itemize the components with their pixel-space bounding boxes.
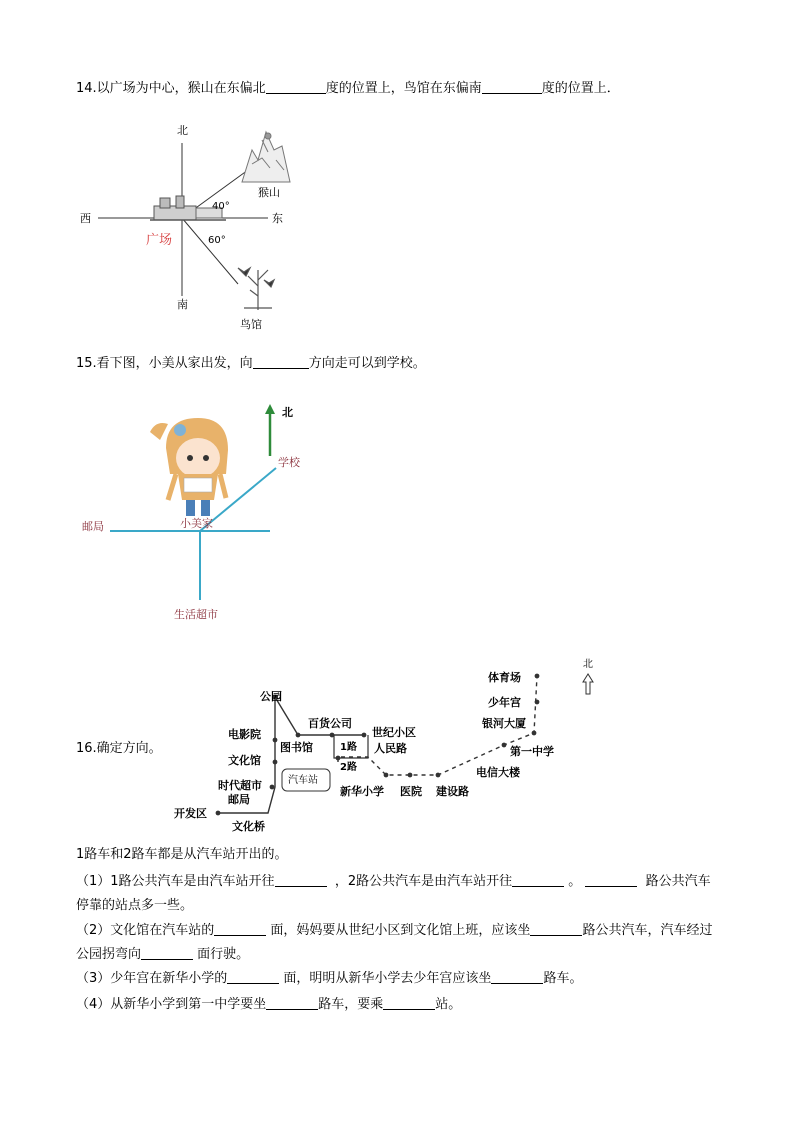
- q16-route2-label: 2路: [340, 762, 357, 773]
- q16-part3: （3）少年宫在新华小学的 面，明明从新华小学去少年宫应该坐 路车。: [76, 971, 583, 986]
- q16-post: 邮局: [228, 793, 250, 806]
- q14-south-label: 南: [177, 298, 188, 311]
- q16-title: 16.确定方向。: [76, 741, 162, 756]
- q16-culture-hall: 文化馆: [228, 754, 261, 767]
- q16-bridge: 文化桥: [232, 820, 265, 833]
- q16-stadium: 体育场: [488, 671, 521, 684]
- q16-century: 世纪小区: [372, 726, 416, 739]
- q14-monkey-label: 猴山: [258, 186, 280, 199]
- q16-xinhua: 新华小学: [340, 785, 384, 798]
- q15-home-label: 小美家: [180, 517, 213, 530]
- q16-route1-label: 1路: [340, 742, 357, 753]
- q16-north-label: 北: [583, 659, 593, 670]
- q16-people-road: 人民路: [374, 742, 407, 755]
- q16-p4-blank-2[interactable]: [383, 996, 435, 1010]
- q14-bird-label: 鸟馆: [240, 318, 262, 331]
- q15-post-label: 邮局: [82, 520, 104, 533]
- q14-text: 14.以广场为中心，猴山在东偏北 度的位置上，鸟馆在东偏南 度的位置上．: [76, 81, 620, 96]
- q16-intro: 1路车和2路车都是从汽车站开出的。: [76, 847, 288, 862]
- q15-school-label: 学校: [278, 456, 300, 469]
- q16-part2: （2）文化馆在汽车站的 面，妈妈要从世纪小区到文化馆上班，应该坐 路公共汽车，汽车经过公园拐弯向 面行驶。: [76, 923, 713, 962]
- q16-p1-blank-2[interactable]: [512, 873, 564, 887]
- q16-dept-store: 百货公司: [308, 717, 352, 730]
- q16-north-arrow-icon: [583, 674, 593, 694]
- q15-text: 15.看下图，小美从家出发，向 方向走可以到学校。: [76, 356, 426, 371]
- q16-hospital: 医院: [400, 785, 422, 798]
- q14-east-label: 东: [272, 212, 283, 225]
- q16-galaxy: 银河大厦: [482, 717, 526, 730]
- q14-angle-se: 60°: [208, 235, 226, 246]
- q16-p2-blank-3[interactable]: [141, 946, 193, 960]
- q16-bus-station: 汽车站: [288, 775, 318, 786]
- q16-cinema: 电影院: [228, 728, 261, 741]
- q16-p3-blank-1[interactable]: [227, 970, 279, 984]
- q16-library: 图书馆: [280, 741, 313, 754]
- q14-north-label: 北: [177, 124, 188, 137]
- q16-first-middle: 第一中学: [510, 745, 554, 758]
- q16-p3-blank-2[interactable]: [491, 970, 543, 984]
- q16-telecom: 电信大楼: [476, 766, 520, 779]
- q16-p2-blank-2[interactable]: [530, 922, 582, 936]
- q15-north-label: 北: [282, 406, 293, 419]
- q15-market-label: 生活超市: [174, 608, 218, 621]
- q16-part4: （4）从新华小学到第一中学要坐 路车，要乘 站。: [76, 997, 462, 1012]
- q16-jianshe: 建设路: [436, 785, 469, 798]
- q16-part1: （1）1路公共汽车是由汽车站开往 ，2路公共汽车是由汽车站开往 。 路公共汽车停靠的站点多一些。: [76, 874, 711, 913]
- q16-p2-blank-1[interactable]: [214, 922, 266, 936]
- q16-park: 公园: [260, 690, 282, 703]
- q16-supermarket: 时代超市: [218, 779, 262, 792]
- q16-p4-blank-1[interactable]: [266, 996, 318, 1010]
- q14-west-label: 西: [80, 212, 91, 225]
- q14-angle-ne: 40°: [212, 201, 230, 212]
- q16-p1-blank-3[interactable]: [585, 873, 637, 887]
- q14-square-label: 广场: [146, 233, 173, 248]
- q16-youth-palace: 少年宫: [488, 696, 521, 709]
- q16-dev-zone: 开发区: [174, 807, 207, 820]
- q16-p1-blank-1[interactable]: [275, 873, 327, 887]
